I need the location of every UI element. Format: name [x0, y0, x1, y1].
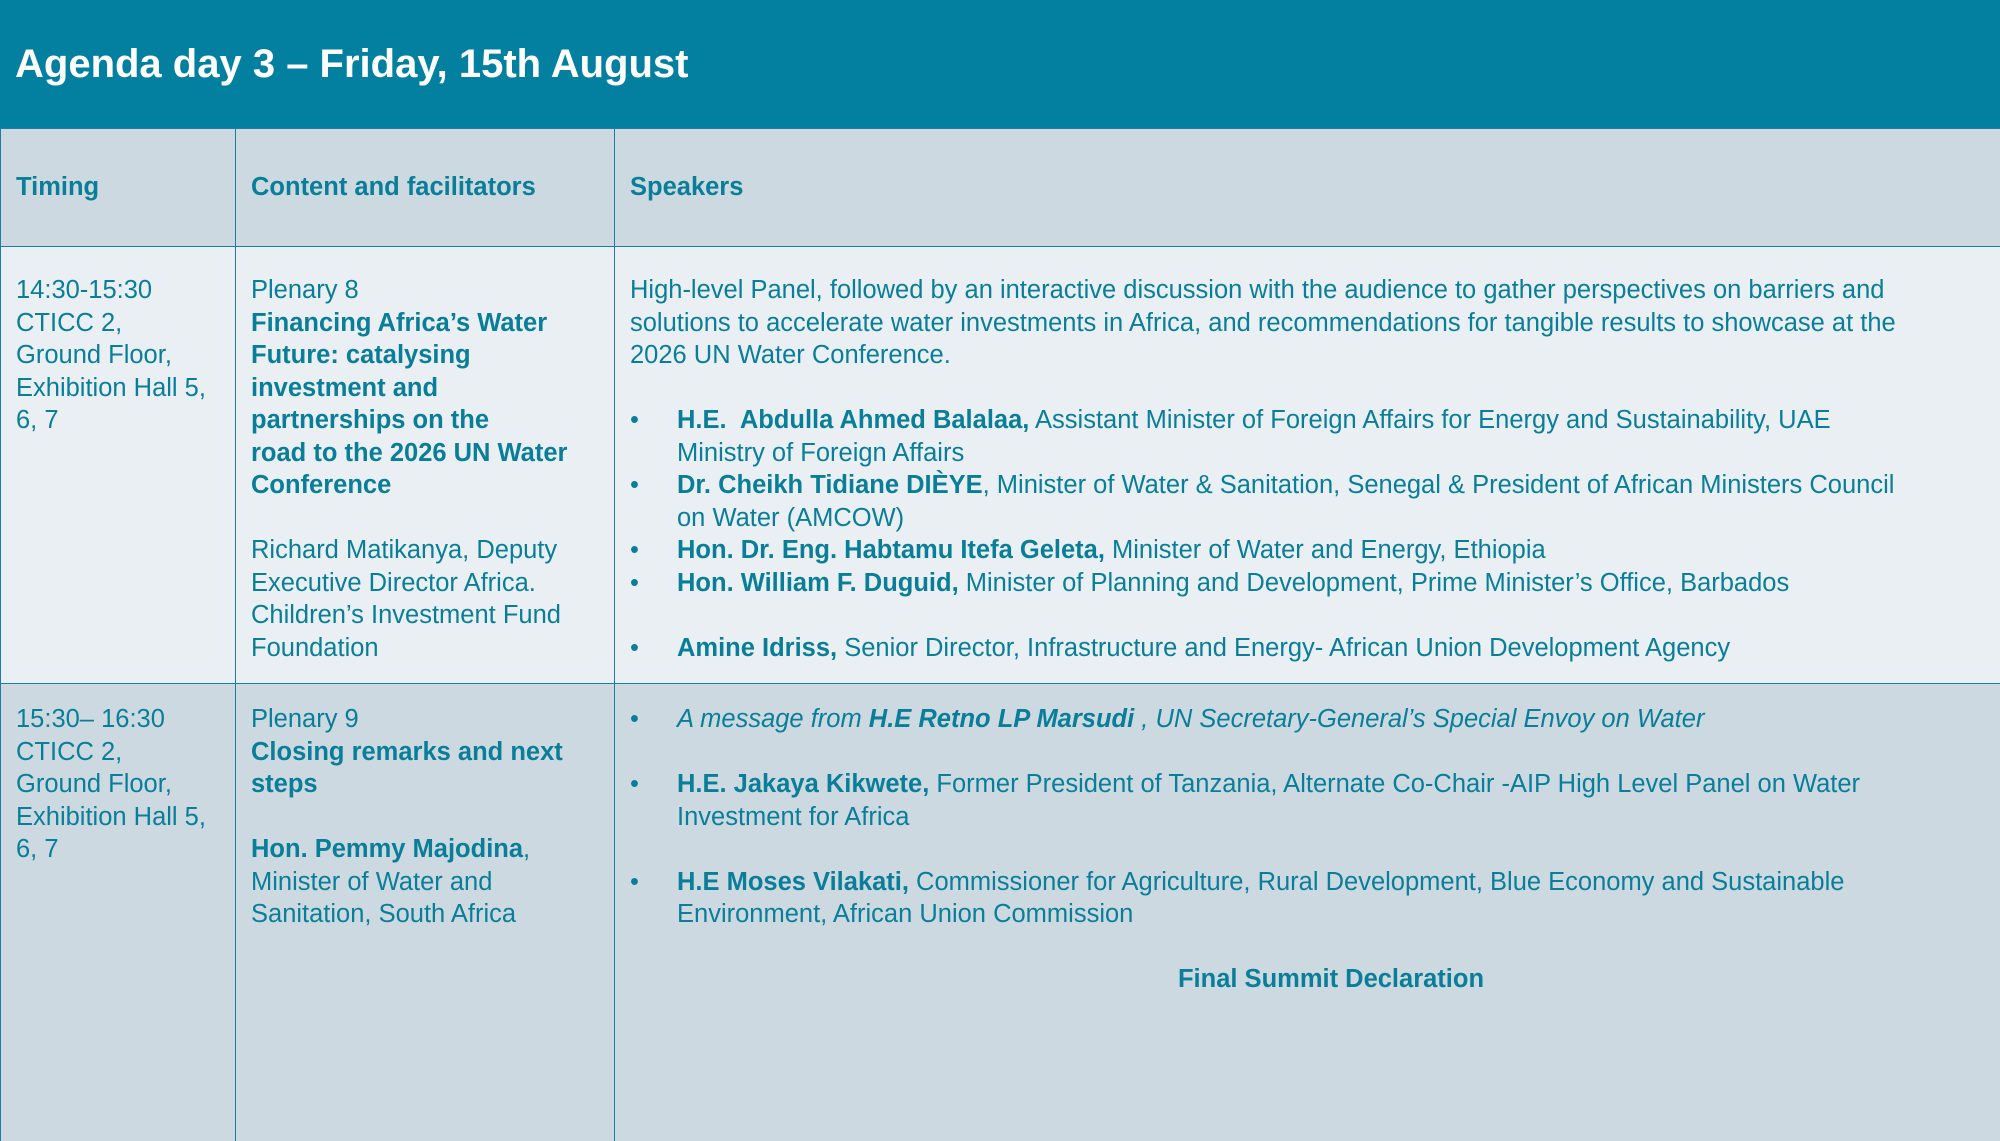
- header-speakers: Speakers: [615, 129, 2000, 247]
- speaker-item: [630, 534, 1985, 567]
- table-row: [1, 247, 2000, 684]
- bullet-icon: •: [630, 633, 639, 662]
- speaker-role-continued: on Water (AMCOW): [677, 503, 905, 532]
- session-title-line: partnerships on the: [251, 406, 490, 434]
- speaker-item: [630, 404, 1985, 469]
- content-cell: [236, 684, 615, 1141]
- agenda-table: [0, 128, 2000, 1141]
- facilitator-line: Richard Matikanya, Deputy: [251, 536, 558, 564]
- special-message-item: [630, 703, 1985, 736]
- intro-line: solutions to accelerate water investments in Africa, and recommendations for tangible results to showcase at the: [630, 308, 1896, 337]
- speaker-role: Former President of Tanzania, Alternate Co-Chair -AIP High Level Panel on Water: [929, 770, 1861, 798]
- speaker-item: [630, 632, 1985, 665]
- speaker-role: , Minister of Water & Sanitation, Senegal & President of African Ministers Council: [982, 471, 1895, 499]
- speaker-role: Assistant Minister of Foreign Affairs for Energy and Sustainability, UAE: [1029, 406, 1831, 434]
- session-time: 15:30– 16:30: [16, 705, 165, 733]
- facilitator-name: Hon. Pemmy Majodina: [251, 835, 524, 863]
- spacer: [630, 931, 1985, 964]
- session-title-line: investment and: [251, 373, 439, 402]
- venue-line: Ground Floor,: [16, 770, 172, 798]
- intro-line: High-level Panel, followed by an interactive discussion with the audience to gather perspectives on barriers and: [630, 276, 1885, 304]
- session-label: Plenary 8: [251, 276, 359, 304]
- venue-line: Exhibition Hall 5,: [16, 802, 206, 831]
- message-name: H.E Retno LP Marsudi: [868, 705, 1135, 733]
- speaker-item: [630, 866, 1985, 931]
- speaker-role: Commissioner for Agriculture, Rural Development, Blue Economy and Sustainable: [908, 867, 1845, 896]
- venue-line: Ground Floor,: [16, 341, 172, 369]
- timing-cell: [1, 684, 236, 1141]
- intro-line: 2026 UN Water Conference.: [630, 341, 951, 369]
- speaker-list: [630, 404, 1985, 664]
- table-row: [1, 684, 2000, 1141]
- speaker-name: Hon. Dr. Eng. Habtamu Itefa Geleta,: [677, 536, 1105, 564]
- session-label: Plenary 9: [251, 705, 359, 733]
- speaker-role: Minister of Planning and Development, Prime Minister’s Office, Barbados: [958, 568, 1790, 597]
- session-title-line: Financing Africa’s Water: [251, 308, 548, 337]
- bullet-icon: •: [630, 770, 639, 798]
- speaker-name: H.E. Abdulla Ahmed Balalaa,: [677, 406, 1030, 434]
- venue-line: Exhibition Hall 5,: [16, 373, 206, 402]
- message-suffix: , UN Secretary-General’s Special Envoy on Water: [1134, 705, 1705, 733]
- spacer: [630, 372, 1985, 405]
- page-title: Agenda day 3 – Friday, 15th August: [15, 42, 689, 86]
- speaker-name: Hon. William F. Duguid,: [677, 568, 959, 597]
- facilitator-line: Executive Director Africa.: [251, 568, 536, 597]
- content-cell: [236, 247, 615, 684]
- spacer: [630, 599, 1985, 632]
- final-declaration: Final Summit Declaration: [1177, 965, 1485, 993]
- header-content: Content and facilitators: [236, 129, 615, 247]
- facilitator-line: Minister of Water and: [251, 867, 493, 896]
- bullet-icon: •: [630, 406, 639, 434]
- header-timing: Timing: [1, 129, 236, 247]
- speaker-role: Minister of Water and Energy, Ethiopia: [1104, 536, 1546, 564]
- venue-line: CTICC 2,: [16, 737, 123, 766]
- venue-line: CTICC 2,: [16, 308, 123, 337]
- spacer: [251, 801, 599, 834]
- facilitator-line: Foundation: [251, 633, 379, 662]
- session-time: 14:30-15:30: [16, 276, 153, 304]
- session-title-line: Closing remarks and next: [251, 737, 563, 766]
- speaker-role-continued: Environment, African Union Commission: [677, 900, 1134, 928]
- speaker-name: H.E Moses Vilakati,: [677, 867, 909, 896]
- speakers-cell: [615, 684, 2000, 1141]
- facilitator-line: [251, 833, 599, 866]
- speaker-role-continued: Investment for Africa: [677, 802, 910, 831]
- spacer: [630, 833, 1985, 866]
- bullet-icon: •: [630, 705, 639, 733]
- speaker-item: [630, 469, 1985, 534]
- speaker-list: [630, 703, 1985, 996]
- speaker-role-continued: Ministry of Foreign Affairs: [677, 438, 965, 467]
- session-title-line: steps: [251, 770, 318, 798]
- bullet-icon: •: [630, 471, 639, 499]
- bullet-icon: •: [630, 536, 639, 564]
- speaker-name: H.E. Jakaya Kikwete,: [677, 770, 930, 798]
- bullet-icon: •: [630, 568, 639, 597]
- title-bar: [0, 0, 2000, 128]
- speaker-item: [630, 567, 1985, 600]
- venue-line: 6, 7: [16, 835, 59, 863]
- session-title-line: Conference: [251, 471, 392, 499]
- spacer: [630, 736, 1985, 769]
- speaker-name: Dr. Cheikh Tidiane DIÈYE: [677, 471, 983, 499]
- facilitator-line: Sanitation, South Africa: [251, 900, 517, 928]
- speaker-item: [630, 768, 1985, 833]
- facilitator-line: Children’s Investment Fund: [251, 601, 561, 629]
- table-header-row: [1, 129, 2000, 247]
- speakers-cell: [615, 247, 2000, 684]
- bullet-icon: •: [630, 867, 639, 896]
- speaker-name: Amine Idriss,: [677, 633, 838, 662]
- timing-cell: [1, 247, 236, 684]
- message-prefix: A message from: [677, 705, 869, 733]
- session-title-line: Future: catalysing: [251, 341, 471, 369]
- spacer: [251, 502, 599, 535]
- speaker-role: Senior Director, Infrastructure and Energy- African Union Development Agency: [837, 633, 1731, 662]
- session-title-line: road to the 2026 UN Water: [251, 438, 568, 467]
- facilitator-suffix: ,: [523, 835, 531, 863]
- venue-line: 6, 7: [16, 406, 59, 434]
